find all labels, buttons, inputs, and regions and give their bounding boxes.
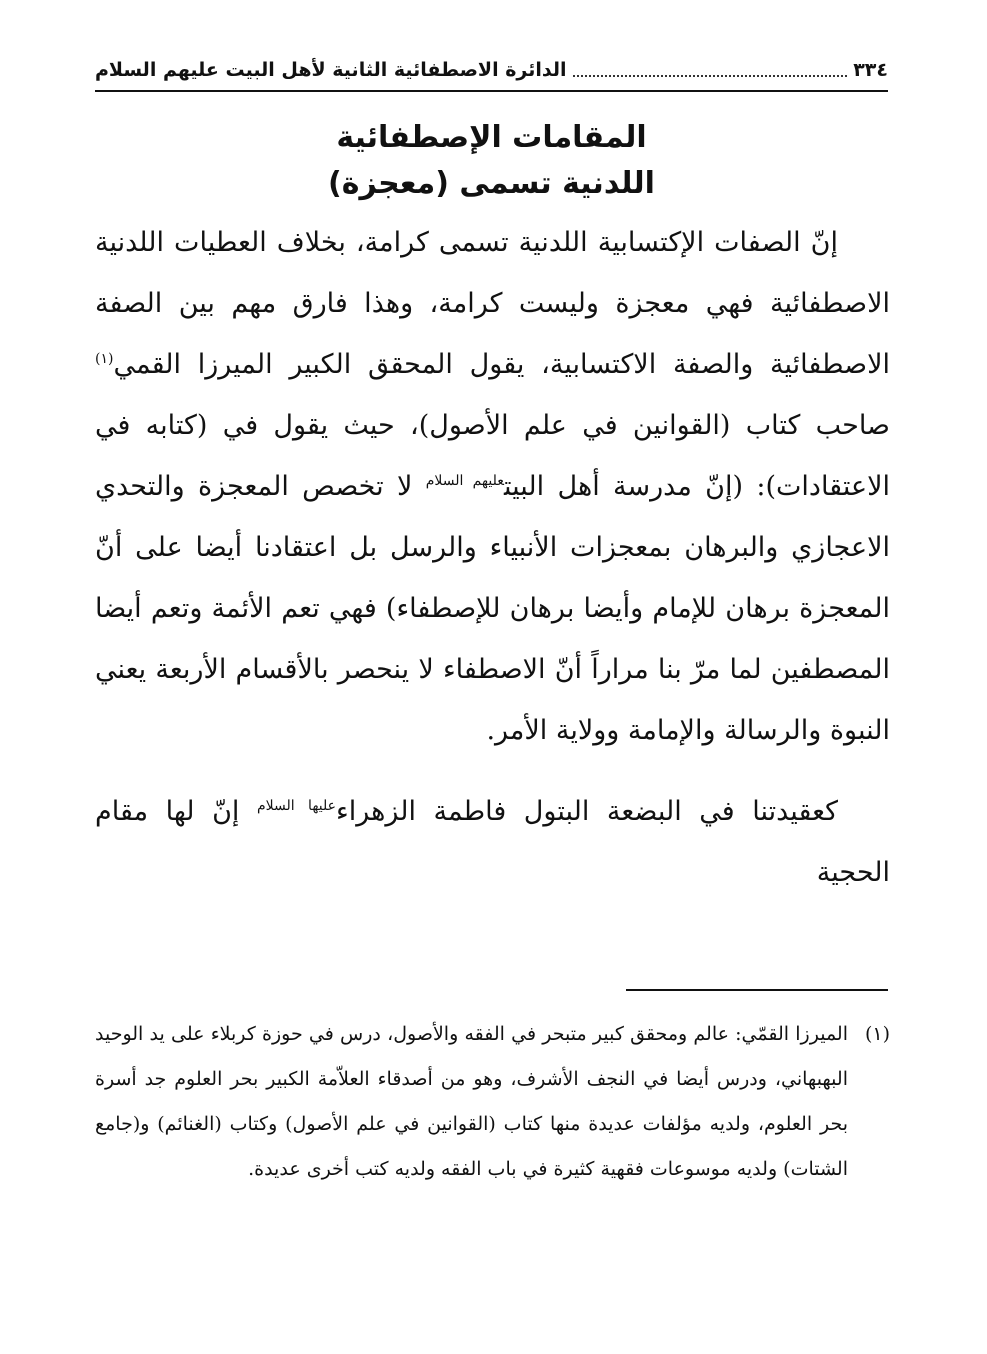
paragraph-1-part-2: صاحب كتاب (القوانين في علم الأصول)، حيث يقول في (كتابه في الاعتقادات): (إنّ مدرسة أهل البيت: [95, 410, 890, 502]
section-title-line-1: المقامات الإصطفائية: [336, 120, 647, 155]
honorific-ahl-albayt: عليهم السلام: [425, 473, 504, 489]
footnote-text: الميرزا القمّي: عالم ومحقق كبير متبحر في الفقه والأصول، درس في حوزة كربلاء على يد الوحيد البهبهاني، ودرس أيضا في النجف الأشرف، وهو من أصدقاء العلاّمة الكبير بحر العلوم جد أسرة بحر العلوم، ولديه مؤلفات عديدة منها كتاب (القوانين في علم الأصول) وكتاب (الغنائم) و(جامع الشتات) ولديه موسوعات فقهية كثيرة في باب الفقه ولديه كتب أخرى عديدة.: [95, 1023, 848, 1180]
footnote-reference[interactable]: (١): [95, 351, 114, 367]
paragraph-1-part-3: لا تخصص المعجزة والتحدي الاعجازي والبرهان بمعجزات الأنبياء والرسل بل اعتقادنا أيضا على أنّ المعجزة برهان للإمام وأيضا برهان للإصطفاء) فهي تعم الأئمة وتعم أيضا المصطفين لما مرّ بنا مراراً أنّ الاصطفاء لا ينحصر بالأقسام الأربعة يعني النبوة والرسالة والإمامة وولاية الأمر.: [95, 471, 890, 746]
honorific-fatima: عليها السلام: [256, 798, 336, 814]
section-title: [95, 115, 888, 207]
paragraph-2-part-2: إنّ لها مقام الحجية: [95, 796, 890, 888]
section-title-line-2: اللدنية تسمى (معجزة): [328, 166, 655, 201]
paragraph-1: [95, 212, 890, 761]
footnote: [95, 1012, 890, 1192]
footnote-divider: [626, 989, 888, 991]
leader-dots: [573, 75, 848, 77]
footnote-number: (١): [864, 1023, 890, 1045]
body-text: [95, 212, 890, 903]
paragraph-1-part-1: إنّ الصفات الإكتسابية اللدنية تسمى كرامة، بخلاف العطيات اللدنية الاصطفائية فهي معجزة وليست كرامة، وهذا فارق مهم بين الصفة الاصطفائية والصفة الاكتسابية، يقول المحقق الكبير الميرزا القمي: [95, 227, 890, 380]
paragraph-2: [95, 781, 890, 903]
paragraph-2-part-1: كعقيدتنا في البضعة البتول فاطمة الزهراء: [336, 796, 838, 827]
running-title: الدائرة الاصطفائية الثانية لأهل البيت عليهم السلام: [95, 59, 567, 81]
page-number: ٣٣٤: [853, 59, 888, 81]
running-header: [95, 50, 888, 92]
